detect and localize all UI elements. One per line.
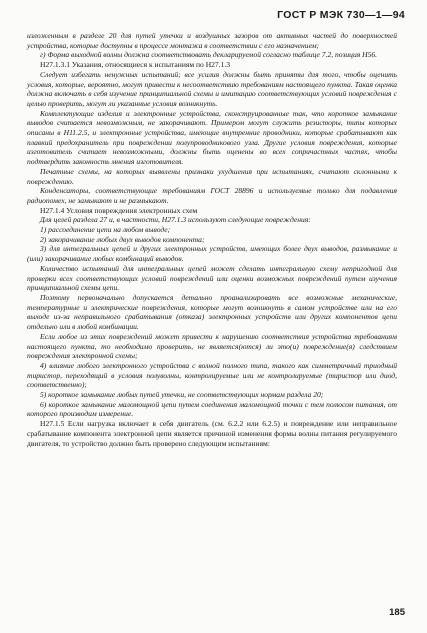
list-item: 6) короткое замыкание маломощной цепи путем соединения маломощной точки с тем полюсом питания, от которого производим измерение. [27,399,397,419]
paragraph: Поэтому первоначально допускается детально проанализировать все возможные механические, температурные и электрические повреждения, которые могут возникнуть в самом устройстве или на его выходе из-за неправильного срабатывания (отказа) электронных устройств или других компонентов цепи отдельно или в любой комбинации. [27,292,397,332]
list-item: 5) короткое замыкание любых путей утечки, не соответствующих нормам раздела 20; [40,390,324,400]
section-heading: Н27.1.4 Условия повреждения электронных схем [40,205,198,215]
list-item: 4) влияние любого электронного устройства с волной полного типа, такого как симметричный триодный тиристор, переходящий в условия полуволны, контролируемые или не контролируемые (тиристор или диод, соответственно); [27,360,397,390]
paragraph: Следует избегать ненужных испытаний; все усилия должны быть приняты для того, чтобы оценить условия, которые, вероятно, могут привести к несоответствию требованиям настоящего пункта. Такая оценка должна включать в себя изучение принципиальной схемы и имитацию соответствующих условий повреждения с целью проверить, могут ли указанные условия возникнуть. [27,69,397,108]
page-number: 185 [389,607,405,618]
document-header: ГОСТ Р МЭК 730—1—94 [277,9,405,21]
list-item: 1) рассоединение цепи на любом выводе; [40,225,171,235]
document-body [27,31,397,448]
paragraph: Печатные схемы, на которых выявлены признаки ухудшения при испытаниях, считают склонными к повреждению. [27,166,397,186]
paragraph: Конденсаторы, соответствующие требованиям ГОСТ 28896 и используемые только для подавления радиопомех, не замыкают и не размыкают. [27,186,397,205]
list-item: 2) закорачивание любых двух выводов компонента; [40,234,205,244]
paragraph: Количество испытаний для интегральных цепей может сделать интегральную схему непригодной для проверки всех соответствующих условий повреждений или оценки возможных повреждений путем изучения принципиальной схемы цепи. [27,263,397,293]
paragraph: Для целей раздела 27 и, в частности, Н27.1.3 используют следующие повреждения: [40,215,311,225]
section-heading: Н27.1.3.1 Указания, относящиеся к испытаниям по Н27.1.3 [40,60,231,70]
paragraph: г) Форма выходной волны должна соответствовать декларируемой согласно таблице 7.2, позиция Н56. [40,50,377,60]
section-heading: Н27.1.5 Если нагрузка включает в себя двигатель (см. 6.2.2 или 6.2.5) и повреждение или неправильное срабатывание компонента электронной цепи является причиной изменения формы волны питания регулируемого двигателя, то устройство должно быть проверено следующим испытаниям: [27,419,397,448]
paragraph: Комплектующие изделия и электронные устройства, сконструированные так, что короткое замыкание выводов считается невозможным, не закорачивают. Примером могут служить резисторы, типы которых описаны в Н11.2.5, и электронные устройства, имеющие внутренние проводники, которые срабатывают как плавкий предохранитель при повреждении полупроводникового узла. Другие условия повреждения, которые изготовитель считает невозможными, должны быть оценены во всех сопричастных частях, чтобы подтвердить законность мнения изготовителя. [27,108,397,167]
paragraph: изложенным в разделе 20 для путей утечки и воздушных зазоров от активных частей до поверхностей устройства, которые доступны в процессе монтажа в соответствии с его назначением; [27,31,397,50]
list-item: 3) для интегральных цепей и других электронных устройств, имеющих более двух выводов, размыкание и (или) закорачивание любых комбинаций выводов. [27,244,397,264]
paragraph: Если любое из этих повреждений может привести к нарушению соответствия устройства требованиям настоящего пункта, то необходимо проверить, не является(ются) ли это(и) повреждение(я) следствием повреждения электронной схемы; [27,331,397,361]
